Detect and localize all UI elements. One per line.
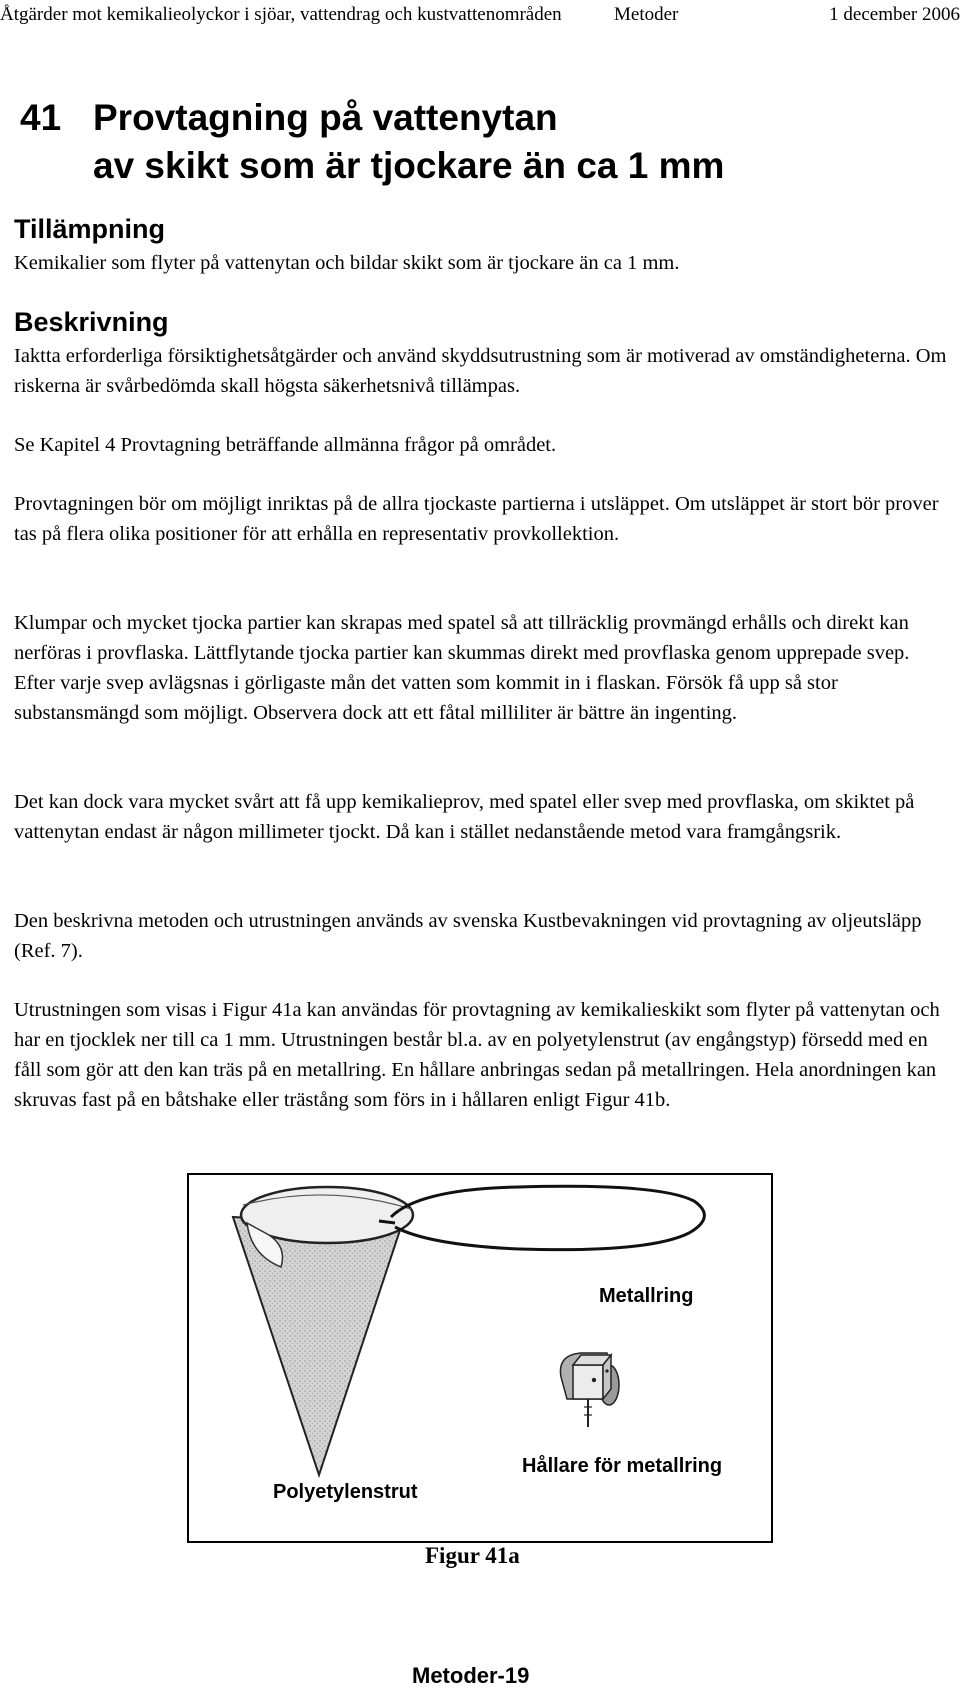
metal-ring-drawing — [379, 1186, 704, 1249]
paragraph-7: Utrustningen som visas i Figur 41a kan användas för provtagning av kemikalieskikt som flyter på vattenytan och har en tjocklek ner till ca 1 mm. Utrustningen består bl.a. av en polyetylenstrut (av engångstyp) försedd med en fåll som gör att den kan träs på en metallring. En hållare anbringas sedan på metallringen. Hela anordningen kan skruvas fast på en båtshake eller trästång som förs in i hållaren enligt Figur 41b. — [14, 999, 940, 1111]
label-metallring: Metallring — [599, 1285, 694, 1307]
running-header — [0, 4, 960, 28]
label-polyetylenstrut: Polyetylenstrut — [273, 1481, 418, 1503]
chapter-title-line-1: Provtagning på vattenytan — [93, 97, 558, 138]
chapter-title-line-2: av skikt som är tjockare än ca 1 mm — [93, 145, 725, 186]
paragraph-5: Det kan dock vara mycket svårt att få upp kemikalieprov, med spatel eller svep med provflaska, om skiktet på vattenytan endast är någon millimeter tjockt. Då kan i stället nedanstående metod vara framgångsrik. — [14, 791, 915, 843]
heading-tillampning: Tillämpning — [14, 214, 166, 244]
figure-caption: Figur 41a — [425, 1543, 520, 1568]
chapter-number: 41 — [20, 97, 62, 138]
figure-41a — [187, 1173, 773, 1543]
paragraph-4: Klumpar och mycket tjocka partier kan skrapas med spatel så att tillräcklig provmängd erhålls och direkt kan nerföras i provflaska. Lättflytande tjocka partier kan skummas direkt med provflaska genom upprepade svep. Efter varje svep avlägsnas i görligaste mån det vatten som kommit in i flaskan. Försök få upp så stor substansmängd som möjligt. Observera dock att ett fåtal milliliter är bättre än ingenting. — [14, 612, 910, 724]
label-hallare: Hållare för metallring — [522, 1455, 723, 1477]
paragraph-tillampning: Kemikalier som flyter på vattenytan och bildar skikt som är tjockare än ca 1 mm. — [14, 252, 680, 274]
header-date: 1 december 2006 — [829, 4, 960, 25]
paragraph-2: Se Kapitel 4 Provtagning beträffande allmänna frågor på området. — [14, 434, 557, 456]
paragraph-3: Provtagningen bör om möjligt inriktas på de allra tjockaste partierna i utsläppet. Om utsläppet är stort bör prover tas på flera olika positioner för att erhålla en representativ provkollektion. — [14, 493, 939, 545]
page-footer: Metoder-19 — [412, 1663, 530, 1688]
paragraph-6: Den beskrivna metoden och utrustningen används av svenska Kustbevakningen vid provtagning av oljeutsläpp (Ref. 7). — [14, 910, 922, 962]
polyethylene-cone-drawing — [233, 1187, 413, 1475]
paragraph-1: Iaktta erforderliga försiktighetsåtgärder och använd skyddsutrustning som är motiverad av omständigheterna. Om riskerna är svårbedömda skall högsta säkerhetsnivå tillämpas. — [14, 345, 947, 397]
heading-beskrivning: Beskrivning — [14, 307, 169, 337]
header-section: Metoder — [614, 4, 679, 25]
ring-holder-drawing — [560, 1353, 619, 1427]
header-document-title: Åtgärder mot kemikalieolyckor i sjöar, vattendrag och kustvattenområden — [0, 4, 562, 25]
